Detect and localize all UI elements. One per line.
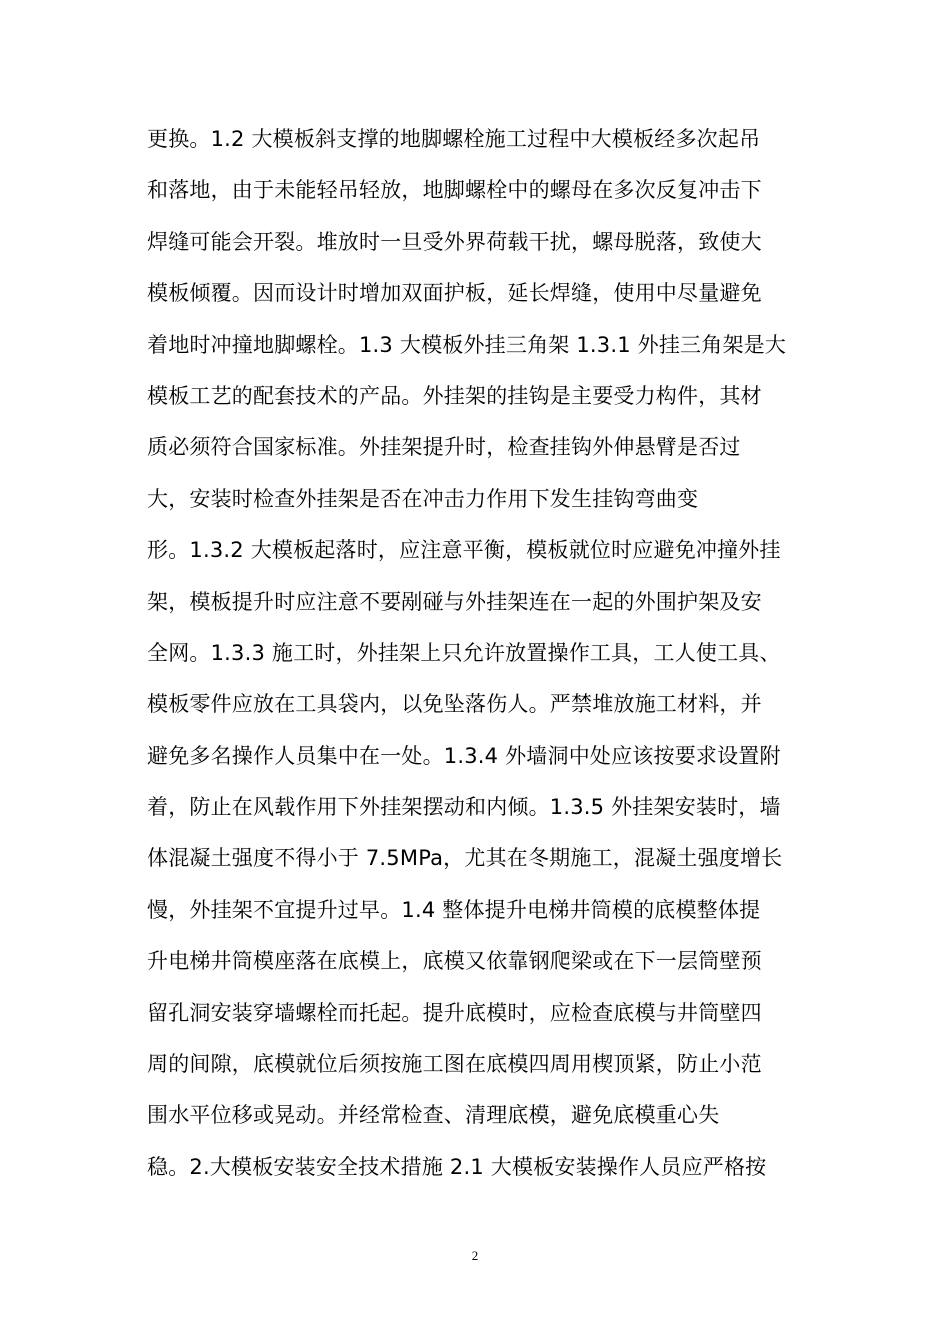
- text-line: 避免多名操作人员集中在一处。1.3.4 外墙洞中处应该按要求设置附: [147, 743, 781, 768]
- text-line: 架，模板提升时应注意不要剐碰与外挂架连在一起的外围护架及安: [147, 589, 762, 614]
- text-line: 稳。2.大模板安装安全技术措施 2.1 大模板安装操作人员应严格按: [147, 1154, 767, 1179]
- text-line: 周的间隙，底模就位后须按施工图在底模四周用楔顶紧，防止小范: [147, 1052, 762, 1077]
- text-line: 体混凝土强度不得小于 7.5MPa，尤其在冬期施工，混凝土强度增长: [147, 846, 783, 871]
- text-line: 模板工艺的配套技术的产品。外挂架的挂钩是主要受力构件，其材: [147, 383, 762, 408]
- text-line: 质必须符合国家标准。外挂架提升时，检查挂钩外伸悬臂是否过: [147, 435, 741, 460]
- page-number: 2: [471, 1248, 479, 1263]
- text-line: 更换。1.2 大模板斜支撑的地脚螺栓施工过程中大模板经多次起吊: [147, 127, 761, 151]
- text-line: 升电梯井筒模座落在底模上，底模又依靠钢爬梁或在下一层筒壁预: [147, 949, 762, 974]
- text-line: 大，安装时检查外挂架是否在冲击力作用下发生挂钩弯曲变: [147, 486, 699, 511]
- text-line: 模板零件应放在工具袋内，以免坠落伤人。严禁堆放施工材料，并: [147, 692, 762, 717]
- text-line: 全网。1.3.3 施工时，外挂架上只允许放置操作工具，工人使工具、: [147, 640, 781, 665]
- text-line: 和落地，由于未能轻吊轻放，地脚螺栓中的螺母在多次反复冲击下: [147, 178, 762, 203]
- text-line: 留孔洞安装穿墙螺栓而托起。提升底模时，应检查底模与井筒壁四: [147, 1000, 762, 1025]
- text-line: 慢，外挂架不宜提升过早。1.4 整体提升电梯井筒模的底模整体提: [147, 897, 761, 922]
- text-line: 围水平位移或晃动。并经常检查、清理底模，避免底模重心失: [147, 1103, 720, 1128]
- body-text: [147, 114, 807, 1193]
- text-line: 模板倾覆。因而设计时增加双面护板，延长焊缝，使用中尽量避免: [147, 281, 762, 306]
- text-line: 形。1.3.2 大模板起落时，应注意平衡，模板就位时应避免冲撞外挂: [147, 538, 781, 563]
- text-line: 焊缝可能会开裂。堆放时一旦受外界荷载干扰，螺母脱落，致使大: [147, 229, 762, 254]
- text-line: 着，防止在风载作用下外挂架摆动和内倾。1.3.5 外挂架安装时，墙: [147, 795, 781, 820]
- text-line: 着地时冲撞地脚螺栓。1.3 大模板外挂三角架 1.3.1 外挂三角架是大: [147, 332, 787, 357]
